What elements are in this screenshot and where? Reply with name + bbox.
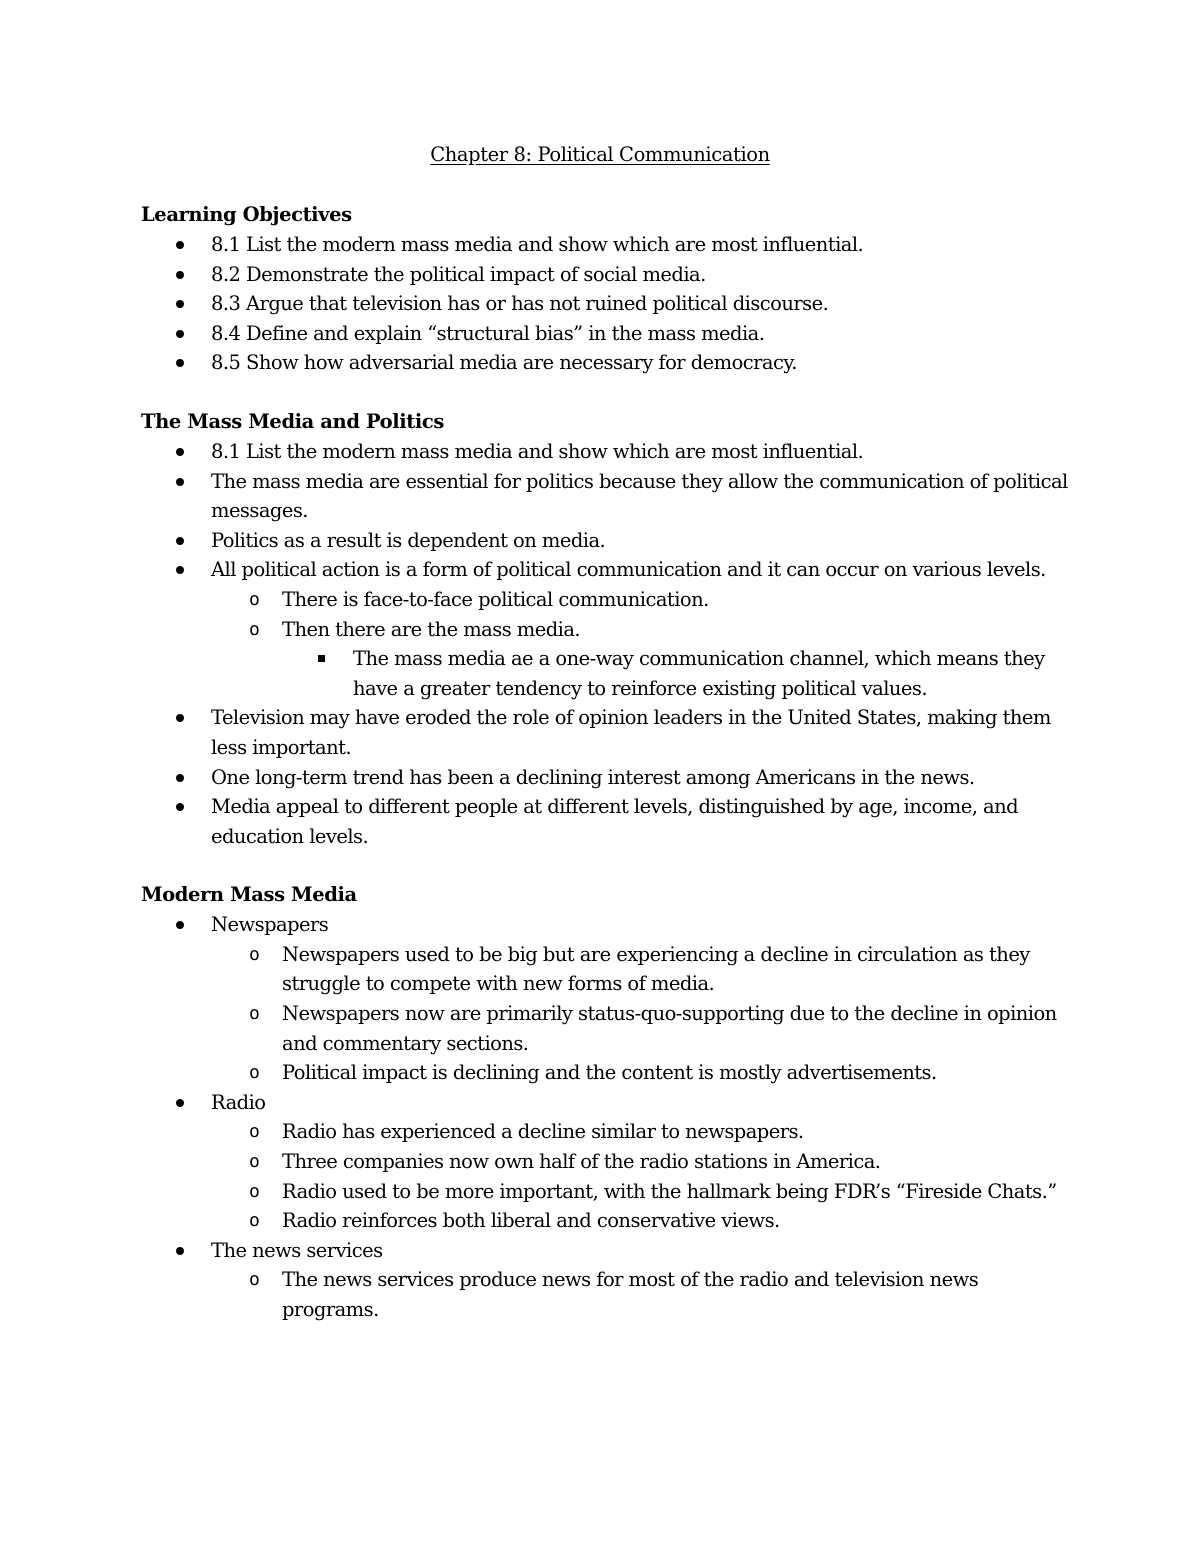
- list-item: Politics as a result is dependent on media.: [141, 526, 1071, 556]
- bullet-circle-icon: o: [249, 943, 260, 965]
- list-item: Television may have eroded the role of opinion leaders in the United States, making them less important.: [141, 703, 1071, 762]
- list-item: 8.4 Define and explain “structural bias” in the mass media.: [141, 319, 1071, 349]
- bullet-square-icon: [318, 655, 325, 662]
- bullet-dot-icon: [176, 300, 184, 308]
- sub-sub-list: [282, 644, 1071, 703]
- bullet-circle-icon: o: [249, 1269, 260, 1291]
- sub-list-item: o Then there are the mass media. The mass media ae a one-way communication channel, which means they have a greater tendency to reinforce existing political values.: [211, 615, 1071, 704]
- bullet-dot-icon: [176, 921, 184, 929]
- sub-list: [211, 1117, 1071, 1235]
- sub-list-item: o Radio has experienced a decline similar to newspapers.: [211, 1117, 1071, 1147]
- list-item: Newspapers o Newspapers used to be big but are experiencing a decline in circulation as they struggle to compete with new forms of media. o Newspapers now are primarily status-quo-supporting due to the decline in opinion and commentary sections. o Political impact is declining and the content is mostly advertisements.: [141, 910, 1071, 1088]
- sub-list-item: o There is face-to-face political communication.: [211, 585, 1071, 615]
- list-item: 8.2 Demonstrate the political impact of social media.: [141, 260, 1071, 290]
- list-item: 8.1 List the modern mass media and show which are most influential.: [141, 230, 1071, 260]
- list-item: The mass media are essential for politics because they allow the communication of political messages.: [141, 467, 1071, 526]
- bullet-dot-icon: [176, 1099, 184, 1107]
- section-modern-mass-media: [141, 880, 1071, 1324]
- bullet-dot-icon: [176, 330, 184, 338]
- bullet-circle-icon: o: [249, 1062, 260, 1084]
- section-learning-objectives: [141, 200, 1071, 378]
- sub-list: [211, 1265, 1071, 1324]
- list-item: All political action is a form of political communication and it can occur on various levels. o There is face-to-face political communication. o Then there are the mass media. The mass media ae a one-way communication channel, which means they have a greater tendency to reinforce existing political values.: [141, 555, 1071, 703]
- list-item: The news services o The news services produce news for most of the radio and television news programs.: [141, 1236, 1071, 1325]
- bullet-list: [141, 437, 1071, 851]
- list-item: Radio o Radio has experienced a decline similar to newspapers. o Three companies now own half of the radio stations in America. o Radio used to be more important, with the hallmark being FDR’s “Fireside Chats.” o Radio reinforces both liberal and conservative views.: [141, 1088, 1071, 1236]
- bullet-dot-icon: [176, 271, 184, 279]
- sub-list-item: o Newspapers now are primarily status-quo-supporting due to the decline in opinion and commentary sections.: [211, 999, 1071, 1058]
- sub-list-item: o Radio reinforces both liberal and conservative views.: [211, 1206, 1071, 1236]
- bullet-circle-icon: o: [249, 1121, 260, 1143]
- bullet-list: [141, 230, 1071, 378]
- sub-list-item: o Newspapers used to be big but are experiencing a decline in circulation as they struggle to compete with new forms of media.: [211, 940, 1071, 999]
- section-heading: Modern Mass Media: [141, 883, 357, 907]
- list-item: One long-term trend has been a declining interest among Americans in the news.: [141, 763, 1071, 793]
- bullet-dot-icon: [176, 714, 184, 722]
- bullet-dot-icon: [176, 566, 184, 574]
- bullet-dot-icon: [176, 448, 184, 456]
- bullet-circle-icon: o: [249, 1210, 260, 1232]
- bullet-dot-icon: [176, 478, 184, 486]
- list-item: 8.5 Show how adversarial media are necessary for democracy.: [141, 348, 1071, 378]
- bullet-dot-icon: [176, 241, 184, 249]
- bullet-dot-icon: [176, 537, 184, 545]
- sub-list-item: o Political impact is declining and the content is mostly advertisements.: [211, 1058, 1071, 1088]
- sub-list-item: o The news services produce news for most of the radio and television news programs.: [211, 1265, 1071, 1324]
- list-item: Media appeal to different people at different levels, distinguished by age, income, and education levels.: [141, 792, 1071, 851]
- bullet-circle-icon: o: [249, 1151, 260, 1173]
- sub-sub-list-item: The mass media ae a one-way communication channel, which means they have a greater tendency to reinforce existing political values.: [282, 644, 1071, 703]
- page-title: Chapter 8: Political Communication: [430, 143, 770, 166]
- bullet-circle-icon: o: [249, 1003, 260, 1025]
- bullet-list: [141, 910, 1071, 1324]
- bullet-dot-icon: [176, 1247, 184, 1255]
- section-heading: Learning Objectives: [141, 203, 352, 226]
- bullet-circle-icon: o: [249, 618, 260, 640]
- section-mass-media-and-politics: [141, 407, 1071, 851]
- sub-list: [211, 940, 1071, 1088]
- sub-list-item: o Radio used to be more important, with the hallmark being FDR’s “Fireside Chats.”: [211, 1177, 1071, 1207]
- list-item: 8.3 Argue that television has or has not ruined political discourse.: [141, 289, 1071, 319]
- sub-list: [211, 585, 1071, 703]
- document-body: [141, 200, 1071, 1325]
- section-heading: The Mass Media and Politics: [141, 409, 444, 433]
- bullet-dot-icon: [176, 774, 184, 782]
- bullet-circle-icon: o: [249, 1180, 260, 1202]
- sub-list-item: o Three companies now own half of the radio stations in America.: [211, 1147, 1071, 1177]
- list-item: 8.1 List the modern mass media and show which are most influential.: [141, 437, 1071, 467]
- bullet-circle-icon: o: [249, 588, 260, 610]
- bullet-dot-icon: [176, 803, 184, 811]
- bullet-dot-icon: [176, 359, 184, 367]
